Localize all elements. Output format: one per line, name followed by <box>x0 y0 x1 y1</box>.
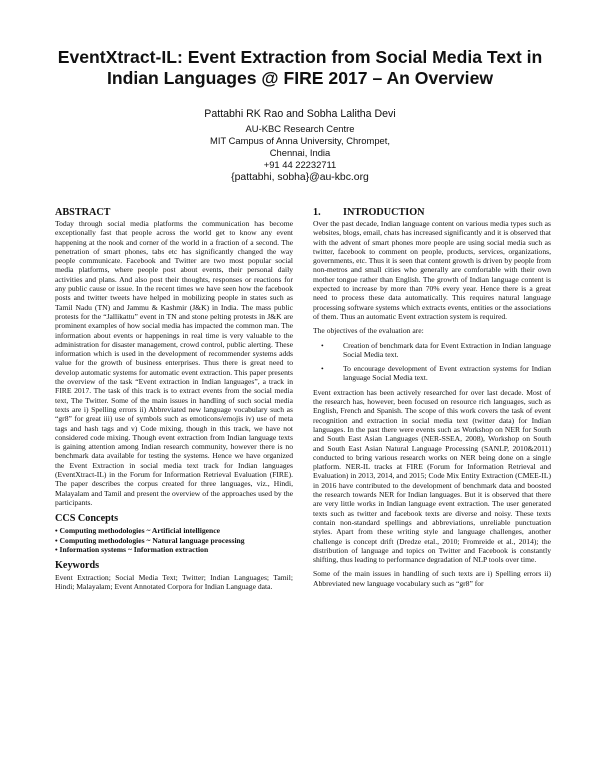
affiliation-line: AU-KBC Research Centre <box>245 123 355 134</box>
intro-paragraph: Over the past decade, Indian language content on various media types such as websites, blogs, email, chats has increased significantly and it is observed that with the advent of smart phones more people are using social media such as twitter, facebook to comment on people, products, services, organizations, governments, etc. Thus it is seen that content growth is driven by people from non-metros and small cities who generally are comfortable with their own mother tongue rather than English. The growth of Indian language content is expected to increase by more than 70% every year. Hence there is a great need to process these data automatically. This requires natural language processing software systems which extracts events, entities or the associations of them. Thus an automatic Event extraction system is required. <box>313 219 551 321</box>
abstract-text: Today through social media platforms the communication has become exceptionally fast that people across the world get to know any event happening at the nook and corner of the world in a fraction of a second. The penetration of smart phones, tabs etc has significantly changed the way people communicate. Facebook and Twitter are two most popular social media platforms, where people post about events, their personal daily activities and plans. And also post their thoughts, responses or reactions for any public cause or issue. In the recent times we have seen how the facebook posts and twitter tweets have helped in mobilizing people in states such as Tamil Nadu (TN) and Jammu & Kashmir (J&K) in India. The mass public protests for the “Jallikattu” event in TN and stone pelting protests in J&K are prominent examples of how social media has impacted the common man. The information about events or happenings in real time is very valuable to the administration for disaster management, crowd control, public alerting. These information which is used in the development of recommender systems adds value for the growth of business enterprises. Thus there is great need to develop automatic systems for automatic event extraction. This paper presents the overview of the task “Event extraction in Indian languages”, a track in FIRE 2017. The task of this track is to extract events from the social media text, The Twitter. Some of the main issues in handling of such social media texts are i) Spelling errors ii) Abbreviated new language vocabulary such as “gr8” for great iii) use of symbols such as emoticons/emojis iv) use of meta tags and hash tags and v) Code mixing, though in this track, we have not considered code mixing. Though event extraction from Indian language texts is gaining attention among Indian research community, however there is no benchmark data available for testing the systems. Hence we have organized the Event Extraction in social media text track for Indian languages (EventXtract-IL) in the Forum for Information Retrieval Evaluation (FIRE). The paper describes the corpus created for three languages, viz., Hindi, Malayalam and Tamil and present the overview of the approaches used by the participants. <box>55 219 293 507</box>
section-title: INTRODUCTION <box>343 207 425 218</box>
objectives-list <box>313 341 551 383</box>
affiliation-line: MIT Campus of Anna University, Chrompet, <box>210 134 390 146</box>
paper-authors: Pattabhi RK Rao and Sobha Lalitha Devi <box>204 108 396 120</box>
abstract-heading: ABSTRACT <box>55 207 111 218</box>
list-item: • Creation of benchmark data for Event Extraction in Indian language Social Media text. <box>313 341 551 360</box>
section-number: 1. <box>313 207 321 218</box>
keywords-heading: Keywords <box>55 560 100 572</box>
affiliation-line: Chennai, India <box>269 146 331 158</box>
intro-paragraph: Event extraction has been actively researched for over last decade. Most of the research has, however, been focused on resource rich languages, such as English, French and Spanish. The scope of this work covers the task of event recognition and extraction in social media text (twitter data) for Indian languages. In the past there were events such as Workshop on NER for South and South East Asian Languages (NER-SSEA, 2008), Workshop on South and South East Asian Natural Language Processing (SANLP, 2010&2011) conducted to bring various research works on NER being done on a single platform. NER-IL tracks at FIRE (Forum for Information Retrieval and Evaluation) in 2013, 2014, and 2015; Code Mix Entity Extraction (CMEE-IL) in 2016 have contributed to the development of benchmark data and boosted the research towards NER for Indian languages. But it is observed that there are very little works in Indian language event extraction. The user generated texts such as twitter and facebook texts are diverse and noisy. These texts contain non-standard spellings and abbreviations, unreliable punctuation styles. Apart from these writing style and language challenges, another challenge is concept drift (Dredze etal., 2010; Fromreide et al., 2014); the distribution of language and topics on Twitter and Facebook is constantly shifting, thus leading to performance degradation of NLP tools over time. <box>313 387 551 565</box>
list-item: • To encourage development of Event extraction systems for Indian language Social Media text. <box>313 364 551 383</box>
left-column <box>55 207 293 592</box>
author-email: {pattabhi, sobha}@au-kbc.org <box>231 171 369 183</box>
introduction-heading <box>313 207 551 219</box>
intro-paragraph: Some of the main issues in handling of such texts are i) Spelling errors ii) Abbreviated new language vocabulary such as “gr8” for <box>313 569 551 588</box>
ccs-item: • Computing methodologies ~ Artificial intelligence <box>55 526 221 536</box>
author-affiliation <box>60 123 540 184</box>
affiliation-line: +91 44 22232711 <box>263 158 337 170</box>
ccs-heading: CCS Concepts <box>55 513 119 525</box>
ccs-item: • Computing methodologies ~ Natural language processing <box>55 535 245 545</box>
paper-title: EventXtract-IL: Event Extraction from Social Media Text in Indian Languages @ FIRE 2017 – An Overview <box>57 47 543 88</box>
intro-paragraph: The objectives of the evaluation are: <box>313 326 424 336</box>
ccs-item: • Information systems ~ Information extraction <box>55 544 209 554</box>
right-column <box>313 207 551 588</box>
keywords-text: Event Extraction; Social Media Text; Twitter; Indian Languages; Tamil; Hindi; Malayalam; Event Annotated Corpora for Indian Language data. <box>55 573 293 592</box>
